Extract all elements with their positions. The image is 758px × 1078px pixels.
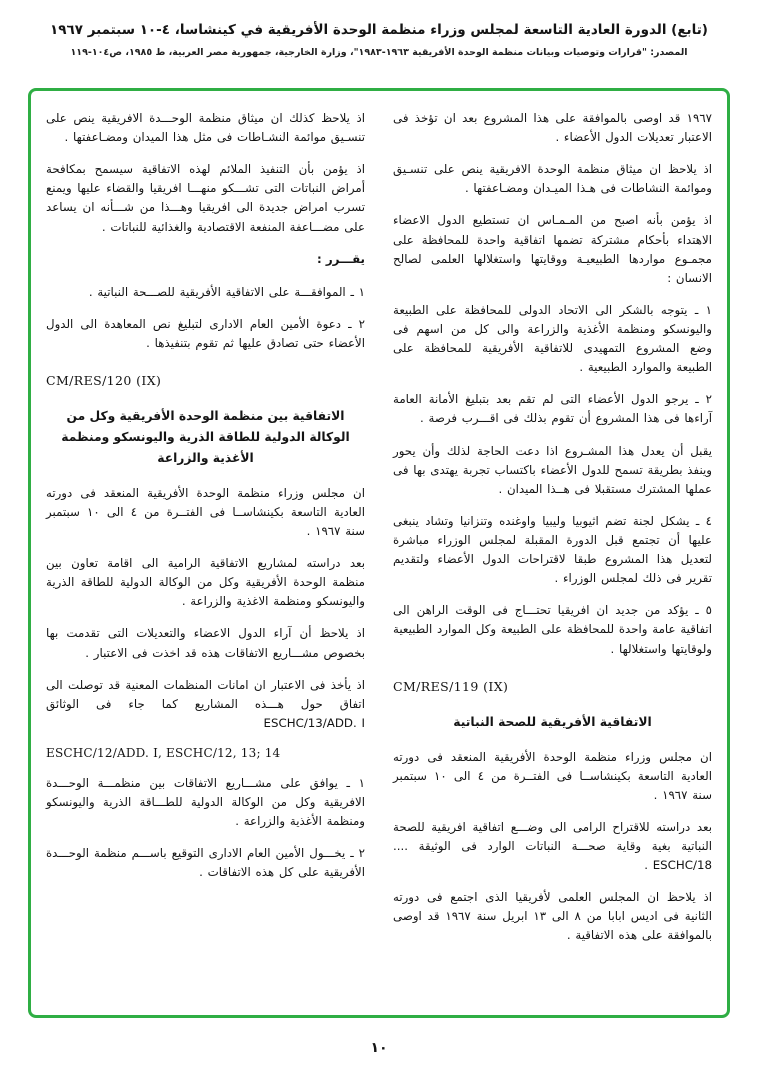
page-header xyxy=(0,0,758,58)
numbered-clause: ١ ـ يوافق على مشـــاريع الاتفاقات بين منظمـــة الوحـــدة الافريقية وكل من الوكالة الدولية للطـــاقة الذرية واليونسكو ومنظمة الأغذية والزراعة . xyxy=(46,775,365,829)
numbered-clause: ٢ ـ يرجو الدول الأعضاء التى لم تقم بعد بتبليغ الأمانة العامة آراءها فى هذا المشروع أن تقوم بذلك فى اقـــرب فرصة . xyxy=(393,392,712,426)
paragraph: اذ يلاحظ ان المجلس العلمى لأفريقيا الذى اجتمع فى دورته الثانية فى اديس ابابا من ٨ الى ١٣ ابريل سنة ١٩٦٧ قد اوصى بالموافقة على هذه الاتفاقية . xyxy=(393,890,712,943)
paragraph: بعد دراسته للاقتراح الرامى الى وضـــع اتفاقية افريقية للصحة النباتية بغية وقاية صحـــة النباتات الوارد فى الوثيقة .... ESCHC/18 . xyxy=(393,819,712,873)
decides-label: يقـــرر : xyxy=(317,251,365,266)
resolution-code: CM/RES/120 (IX) xyxy=(46,373,162,389)
numbered-clause: ١ ـ الموافقـــة على الاتفاقية الأفريقية للصـــحة النباتية . xyxy=(88,284,365,299)
paragraph: ١٩٦٧ قد اوصى بالموافقة على هذا المشروع بعد ان تؤخذ فى الاعتبار تعديلات الدول الأعضاء . xyxy=(393,111,712,145)
numbered-clause: ٤ ـ يشكل لجنة تضم اثيوبيا وليبيا واوغنده وتنزانيا وتشاد ينبغى عليها أن تجتمع قبل الدورة المقبلة لمجلس الوزراء مباشرة لتعديل هذا المشروع طبقا لاقتراحات الدول الأعضاء ولتقديم تقرير فى ذلك لمجلس الوزراء . xyxy=(393,513,712,586)
paragraph: يقبل أن يعدل هذا المشـروع اذا دعت الحاجة لذلك وأن يحور وينفذ بطريقة تسمح للدول الأعضاء باكتساب تجربة يهتدى بها فى عملها المشترك مستقبلا فى هــذا الميدان . xyxy=(393,443,712,496)
paragraph: ان مجلس وزراء منظمة الوحدة الأفريقية المنعقد فى دورته العادية التاسعة بكينشاســا فى الفتــرة من ٤ الى ١٠ سبتمبر سنة ١٩٦٧ . xyxy=(46,485,365,538)
paragraph: اذ يلاحظ أن آراء الدول الاعضاء والتعديلات التى تقدمت بها بخصوص مشـــاريع الاتفاقات هذه قد اخذت فى الاعتبار . xyxy=(46,626,365,660)
numbered-clause: ٢ ـ يخـــول الأمين العام الادارى التوقيع باســـم منظمة الوحـــدة الأفريقية على كل هذه الاتفاقات . xyxy=(46,846,365,880)
resolution-code: CM/RES/119 (IX) xyxy=(393,678,509,694)
section-heading: الاتفاقية الأفريقية للصحة النباتية xyxy=(453,714,652,729)
paragraph: اذ يأخذ فى الاعتبار ان امانات المنظمات المعنية قد توصلت الى اتفاق حول هـــذه المشاريع كما جاء فى الوثائق ESCHC/13/ADD. I xyxy=(46,677,365,730)
document-reference-code: ESCHC/12/ADD. I, ESCHC/12, 13; 14 xyxy=(46,745,281,760)
paragraph: بعد دراسته لمشاريع الاتفاقية الرامية الى اقامة تعاون بين منظمة الوحدة الأفريقية وكل من الوكالة الدولية للطاقة الذرية واليونسكو ومنظمة الاغذية والزراعة . xyxy=(46,556,365,609)
numbered-clause: ٥ ـ يؤكد من جديد ان افريقيا تحتـــاج فى الوقت الراهن الى اتفاقية عامة واحدة للمحافظة على الطبيعة وكل الموارد الطبيعية ولوقايتها واستغلالها . xyxy=(393,603,712,656)
two-column-layout xyxy=(46,109,712,997)
numbered-clause: ٢ ـ دعوة الأمين العام الادارى لتبليغ نص المعاهدة الى الدول الأعضاء حتى تصادق عليها ثم تقوم بتنفيذها . xyxy=(46,316,365,350)
source-line: المصدر: "قرارات وتوصيات وبيانات منظمة الوحدة الأفريقية ١٩٦٣-١٩٨٣"، وزارة الخارجية، جمهورية مصر العربية، ط ١٩٨٥، ص١٠٤-١١٩ xyxy=(70,47,688,59)
paragraph: اذ يؤمن بأنه اصبح من المـمـاس ان تستطيع الدول الاعضاء الاهتداء بأحكام مشتركة تضمها اتفاقية واحدة للمحافظة على مجمـوع مواردها الطبيعيـة ووقايتها واستغلالها العلمى لصالح الانسان : xyxy=(393,213,712,285)
paragraph: ان مجلس وزراء منظمة الوحدة الأفريقية المنعقد فى دورته العادية التاسعة بكينشاســا فى الفتــرة من ٤ الى ١٠ سبتمبر سنة ١٩٦٧ . xyxy=(393,749,712,802)
content-border-box xyxy=(28,88,730,1018)
page-number: ١٠ xyxy=(370,1040,388,1056)
document-title: (تابع) الدورة العادية التاسعة لمجلس وزراء منظمة الوحدة الأفريقية في كينشاسا، ٤-١٠ سبتمبر ١٩٦٧ xyxy=(50,22,708,38)
section-heading: الاتفاقية بين منظمة الوحدة الأفريقية وكل من الوكالة الدولية للطاقة الذرية واليونسكو ومنظمة الأغذية والزراعة xyxy=(61,409,350,465)
column-left xyxy=(46,109,365,997)
paragraph: اذ يؤمن بأن التنفيذ الملائم لهذه الاتفاقية سيسمح بمكافحة أمراض النباتات التى تشـــكو منهـــا افريقيا والقضاء عليها ويمنع تسرب امراض جديدة الى افريقيا وهـــذا من شـــأنه ان يساعد على مضـــاعفة المنفعة الاقتصادية والغذائية للنباتات . xyxy=(46,162,365,234)
paragraph: اذ يلاحظ كذلك ان ميثاق منظمة الوحـــدة الافريقية ينص على تنسـيق موائمة النشـاطات فى مثل هذا الميدان ومضـاعفتها . xyxy=(46,111,365,145)
numbered-clause: ١ ـ يتوجه بالشكر الى الاتحاد الدولى للمحافظة على الطبيعة واليونسكو ومنظمة الأغذية والزراعة والى كل من اسهم فى وضع المشروع التمهيدى للاتفاقية الأفريقية للمحافظة على الطبيعة والموارد الطبيعية . xyxy=(393,302,712,375)
paragraph: اذ يلاحظ ان ميثاق منظمة الوحدة الافريقية ينص على تنسـيق وموائمة النشاطات فى هـذا الميـدان ومضـاعفتها . xyxy=(393,162,712,196)
column-right xyxy=(393,109,712,997)
